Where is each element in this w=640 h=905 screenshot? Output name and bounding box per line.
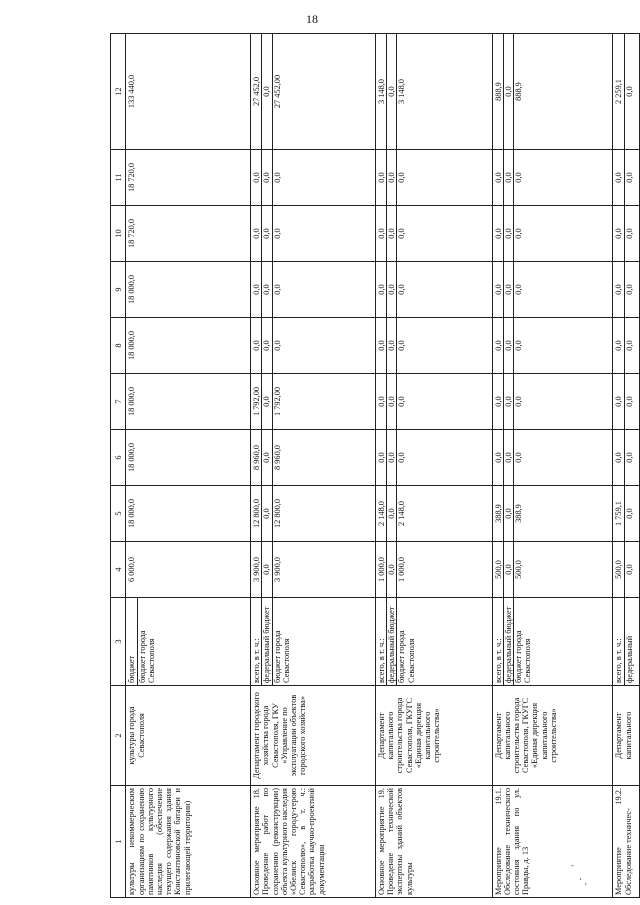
executor-cell: Департамент городского хозяйства города Севастополя, ГКУ «Управление по эксплуатации объектов городского хозяйства» [251, 686, 376, 786]
value-cell: 2 259,1 0,0 [613, 34, 640, 150]
event-cell: Основное мероприятие 19. Проведение технической экспертизы зданий объектов культуры [376, 786, 493, 898]
column-header: 5 [111, 486, 126, 542]
event-cell: Мероприятие 19.2. Обследование техничес- [613, 786, 640, 898]
value-cell: 0,0 0,0 0,0 [492, 206, 613, 262]
column-header: 1 [111, 786, 126, 898]
value-cell: 1 000,0 0,0 1 000,0 [376, 542, 493, 598]
value-cell: 0,0 0,0 [613, 318, 640, 374]
value-cell: 0,0 0,0 [613, 262, 640, 318]
value-cell: 500,0 0,0 500,0 [492, 542, 613, 598]
value-cell: 0,0 0,0 0,0 [492, 374, 613, 430]
value-cell: 0,0 0,0 [613, 374, 640, 430]
scan-mark: - [571, 860, 574, 870]
value-cell: 0,0 0,0 0,0 [492, 430, 613, 486]
source-cell: всего, в т. ч.: федеральный бюджет бюджет города Севастополя [376, 598, 493, 686]
value-cell: 0,0 0,0 0,0 [251, 262, 376, 318]
value-cell: 888,9 0,0 888,9 [492, 34, 613, 150]
page-number: 18 [306, 12, 318, 26]
executor-cell: культуры города Севастополя [126, 686, 251, 786]
value-cell: 0,0 0,0 [613, 150, 640, 206]
executor-cell: Департамент капитального строительства города Севастополя, ГКУГС «Единая дирекция капитального строительства» [492, 686, 613, 786]
column-header: 6 [111, 430, 126, 486]
rotated-table-container [110, 34, 640, 898]
value-cell: 0,0 0,0 0,0 [376, 206, 493, 262]
value-cell: 12 800,0 0,0 12 800,0 [251, 486, 376, 542]
value-cell: 18 000,0 [126, 486, 251, 542]
value-cell: 500,0 0,0 [613, 542, 640, 598]
column-header: 11 [111, 150, 126, 206]
value-cell: 6 000,0 [126, 542, 251, 598]
value-cell: 0,0 0,0 0,0 [251, 150, 376, 206]
table-row [251, 34, 376, 898]
source-cell: всего, в т. ч.: федеральный бюджет бюджет города Севастополя [251, 598, 376, 686]
value-cell: 0,0 0,0 0,0 [251, 206, 376, 262]
value-cell: 0,0 0,0 0,0 [251, 318, 376, 374]
table-row [613, 34, 640, 898]
event-cell: культуры некоммерческим организациям по сохранению памятников культурного наследия (обеспечение текущего содержания здания Константиновской батареи и прилегающей территории) [126, 786, 251, 898]
column-header: 8 [111, 318, 126, 374]
value-cell: 8 960,0 0,0 8 960,0 [251, 430, 376, 486]
value-cell: 0,0 0,0 [613, 206, 640, 262]
column-number-row [111, 34, 126, 898]
value-cell: 133 440,0 [126, 34, 251, 150]
value-cell: 0,0 0,0 0,0 [376, 318, 493, 374]
value-cell: 1 792,00 0,0 1 792,00 [251, 374, 376, 430]
column-header: 12 [111, 34, 126, 150]
value-cell: 0,0 0,0 0,0 [376, 430, 493, 486]
event-cell: Основное мероприятие 18. Проведение работ по сохранению (реконструкции) объекта культурного наследия «Обелиск городу-герою Севастополю», в т. ч.: разработка научно-проектной документации [251, 786, 376, 898]
event-cell: Мероприятие 19.1. Обследование технического состояния здания по ул. Правды, д. 13 [492, 786, 613, 898]
table-row [376, 34, 493, 898]
rotated-table-canvas [110, 34, 640, 898]
value-cell: 0,0 0,0 0,0 [492, 262, 613, 318]
column-header: 9 [111, 262, 126, 318]
source-cell: бюджет бюджет города Севастополя [126, 598, 251, 686]
value-cell: 0,0 0,0 0,0 [376, 150, 493, 206]
column-header: 10 [111, 206, 126, 262]
value-cell: 0,0 0,0 [613, 430, 640, 486]
value-cell: 2 148,0 0,0 2 148,0 [376, 486, 493, 542]
table-row [492, 34, 613, 898]
value-cell: 18 000,0 [126, 318, 251, 374]
value-cell: 18 720,0 [126, 150, 251, 206]
value-cell: 0,0 0,0 0,0 [492, 150, 613, 206]
value-cell: 3 148,0 0,0 3 148,0 [376, 34, 493, 150]
executor-cell: Департамент капитального строительства города Севастополя, ГКУГС «Единая дирекция капитального строительства» [376, 686, 493, 786]
value-cell: 27 452,0 0,0 27 452,00 [251, 34, 376, 150]
value-cell: 0,0 0,0 0,0 [376, 262, 493, 318]
scan-mark: ‘ ‚ [579, 876, 588, 886]
column-header: 2 [111, 686, 126, 786]
column-header: 3 [111, 598, 126, 686]
value-cell: 3 900,0 0,0 3 900,0 [251, 542, 376, 598]
value-cell: 18 000,0 [126, 374, 251, 430]
column-header: 7 [111, 374, 126, 430]
table-row [126, 34, 251, 898]
value-cell: 0,0 0,0 0,0 [376, 374, 493, 430]
executor-cell: Департамент капитального [613, 686, 640, 786]
value-cell: 18 000,0 [126, 430, 251, 486]
source-cell: всего, в т. ч.: федеральный [613, 598, 640, 686]
value-cell: 388,9 0,0 388,9 [492, 486, 613, 542]
value-cell: 18 720,0 [126, 206, 251, 262]
value-cell: 0,0 0,0 0,0 [492, 318, 613, 374]
column-header: 4 [111, 542, 126, 598]
source-cell: всего, в т. ч.: федеральный бюджет бюджет города Севастополя [492, 598, 613, 686]
value-cell: 18 000,0 [126, 262, 251, 318]
budget-table [110, 33, 640, 898]
value-cell: 1 759,1 0,0 [613, 486, 640, 542]
